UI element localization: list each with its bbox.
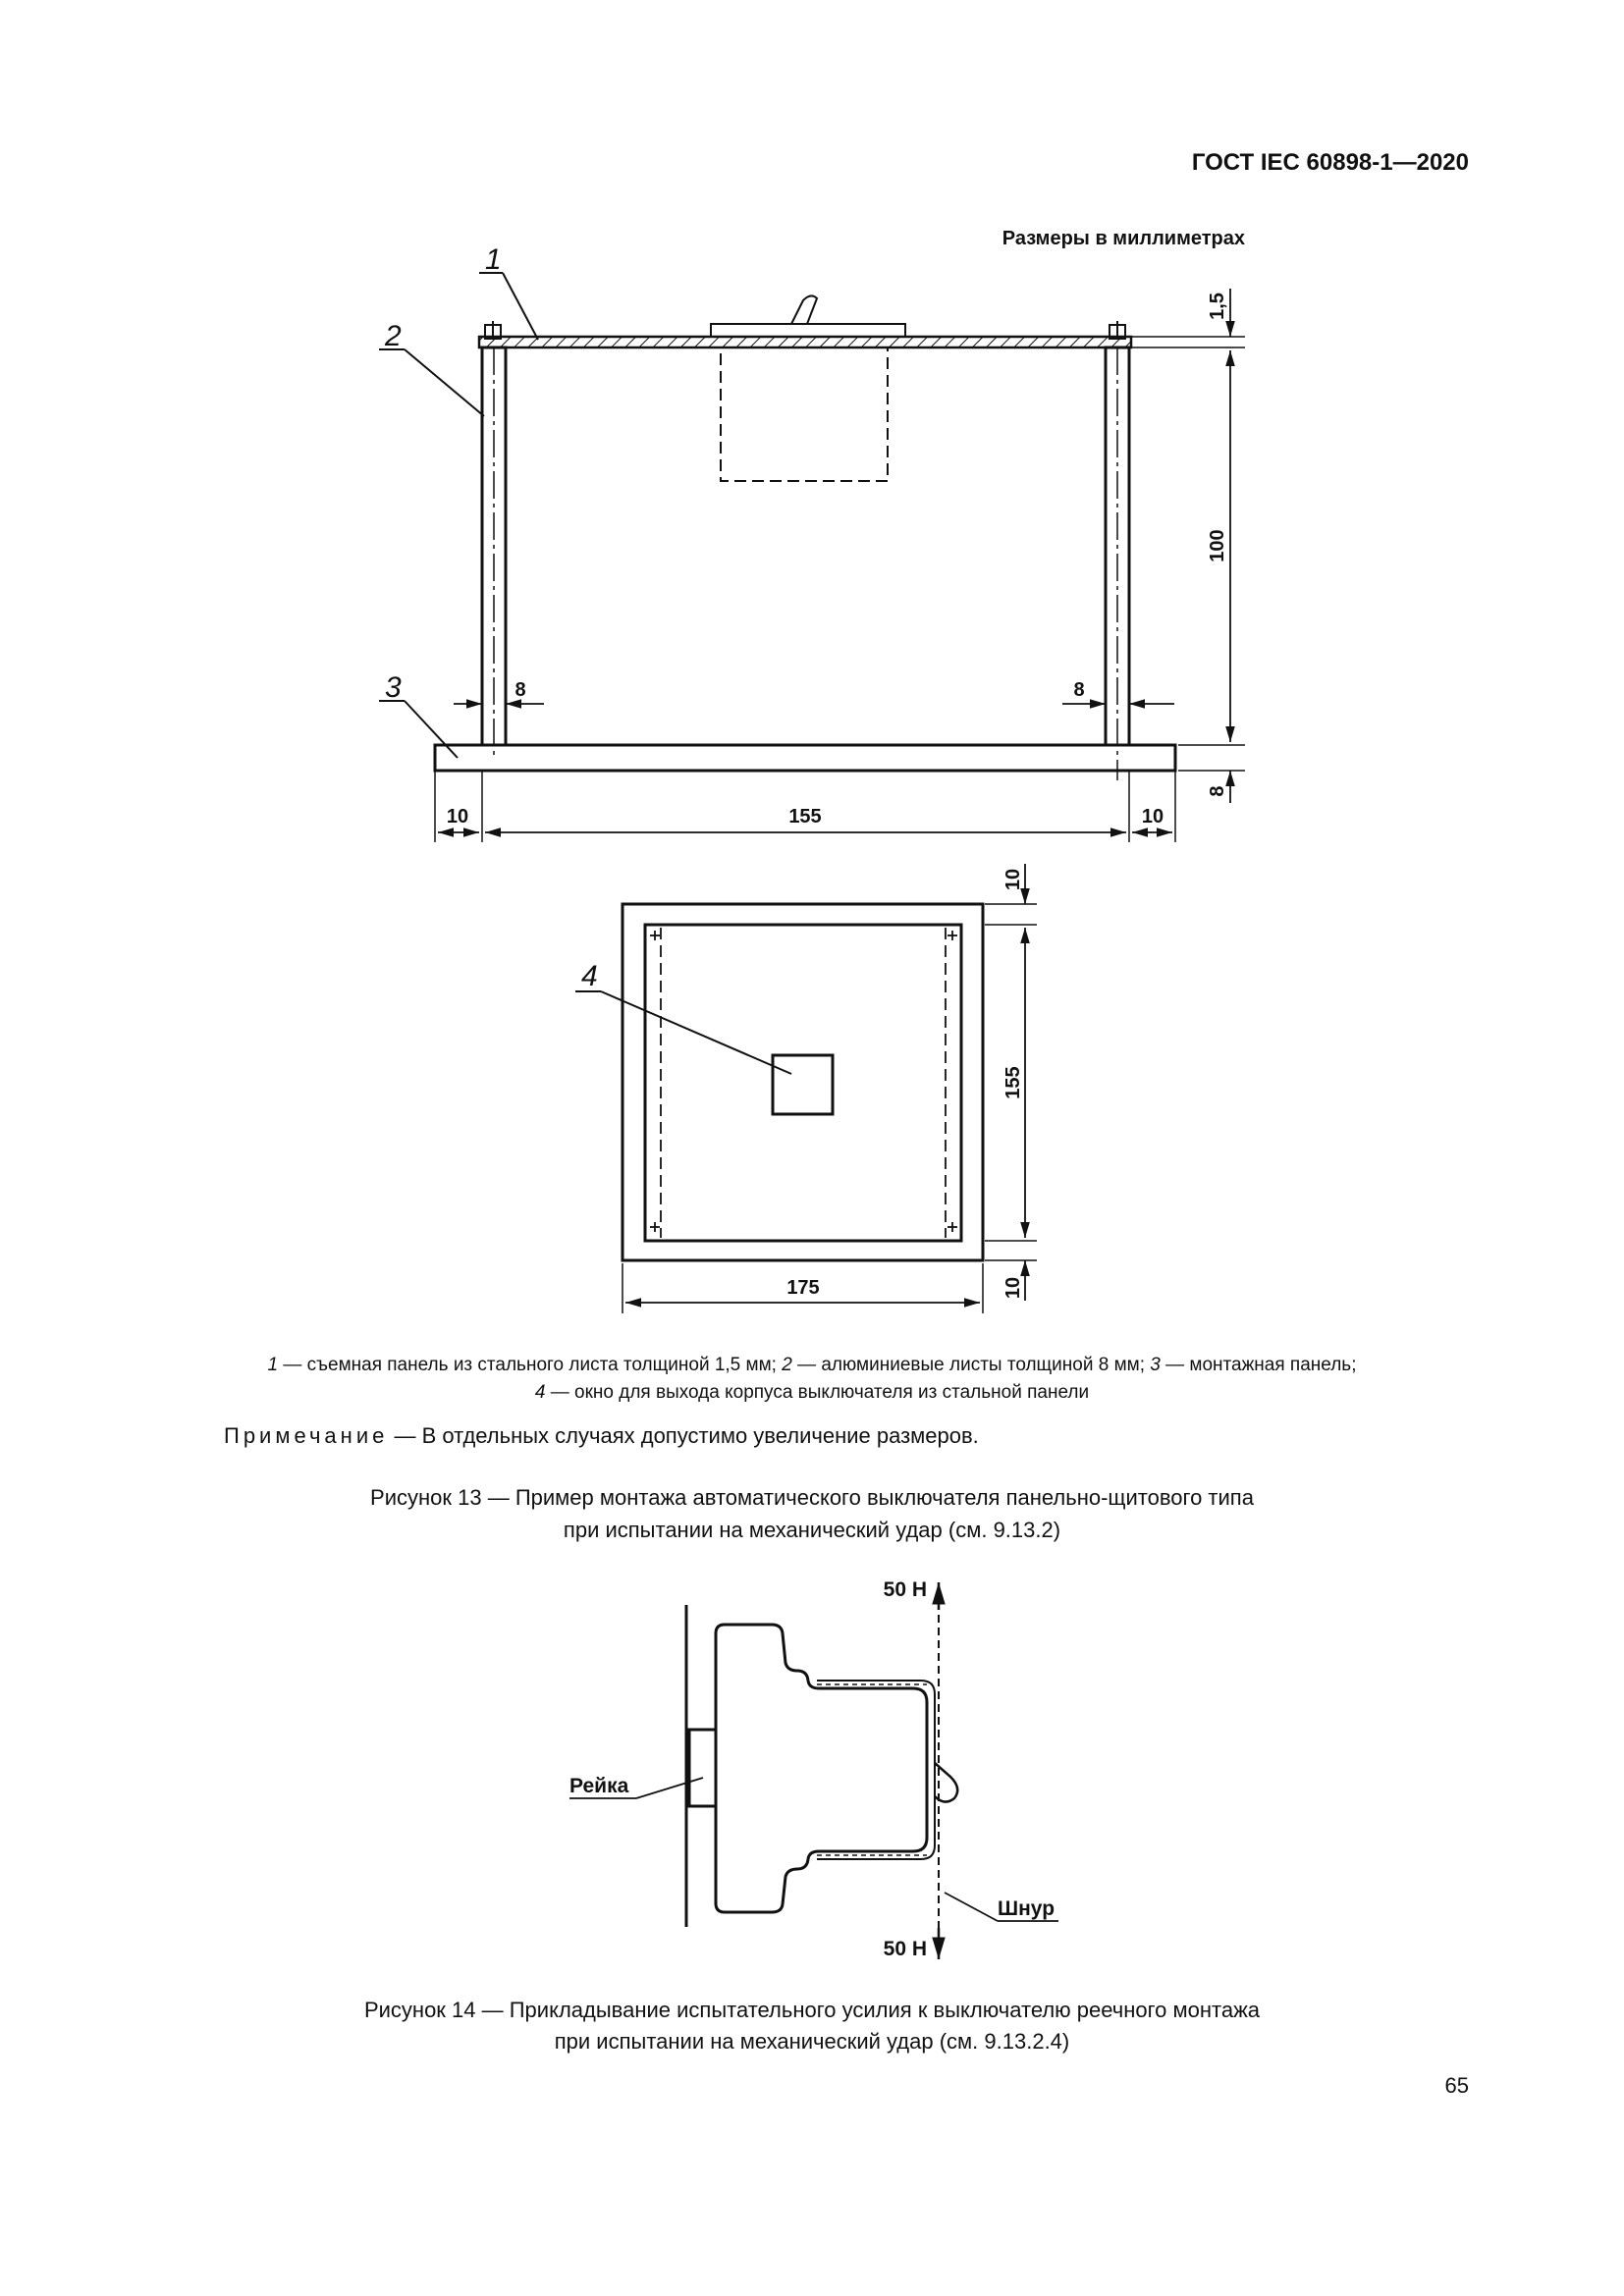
top-steel-plate [479,337,1131,347]
figure-13-legend-line-1 [118,1352,1506,1379]
leader-3 [405,701,458,758]
note-text: — В отдельных случаях допустимо увеличение размеров. [388,1423,979,1448]
dim-height: 100 [1207,529,1228,562]
dim-base: 8 [1207,785,1228,797]
base-mounting-panel [435,745,1175,771]
breaker-lever [791,295,817,324]
leader-2 [405,349,484,416]
din-rail [689,1730,716,1806]
breaker-cover-edge [817,1681,935,1859]
note-label: Примечание [224,1423,389,1448]
leader-1 [503,273,538,340]
cord-leader [945,1893,998,1921]
figure-13-caption-line-2: при испытании на механический удар (см. 9.13.2) [563,1518,1061,1542]
label-3: 3 [385,671,402,704]
breaker-profile [716,1625,927,1912]
dim-top-plate: 1,5 [1207,293,1228,320]
figure-13-caption-line-1: Рисунок 13 — Пример монтажа автоматического выключателя панельно-щитового типа [370,1485,1254,1510]
figure-14-caption-line-2: при испытании на механический удар (см. 9.13.2.4) [554,2029,1070,2054]
legend-num-3: 3 [1150,1355,1161,1375]
figure-13-legend-line-2 [118,1379,1506,1407]
figure-14-caption-line-1: Рисунок 14 — Прикладывание испытательного усилия к выключателю реечного монтажа [363,1998,1261,2022]
document-header: ГОСТ IEC 60898-1—2020 [1191,149,1469,176]
breaker-cover [711,324,905,337]
legend-num-2: 2 [782,1355,792,1375]
force-label-top: 50 Н [883,1578,927,1601]
rail-leader [636,1778,703,1798]
dim-margin-right: 10 [1141,806,1164,828]
dim-plan-bottom: 10 [1002,1276,1024,1300]
plan-view [575,864,1037,1313]
legend-text-3: — монтажная панель; [1160,1355,1357,1375]
dim-plan-height: 155 [1002,1066,1024,1099]
legend-num-1: 1 [267,1355,279,1375]
label-2: 2 [385,320,402,352]
force-label-bottom: 50 Н [883,1938,927,1960]
dim-margin-left: 10 [446,806,469,828]
label-4: 4 [581,960,598,992]
label-1: 1 [485,243,502,276]
figure-14-drawing [569,1578,1058,1960]
legend-text-4: — окно для выхода корпуса выключателя из стальной панели [545,1382,1090,1403]
dim-wall-right: 8 [1073,679,1085,701]
units-note: Размеры в миллиметрах [1001,228,1245,249]
dim-wall-left: 8 [514,679,526,701]
cord-label: Шнур [998,1897,1056,1920]
legend-text-1: — съемная панель из стального листа толщиной 1,5 мм; [278,1355,783,1375]
dim-span: 155 [788,806,822,828]
elevation-view [379,243,1245,842]
plan-inner-frame [645,925,961,1241]
dim-plan-top: 10 [1002,868,1024,891]
breaker-window [773,1055,833,1114]
figure-13-note [224,1423,979,1449]
legend-num-4: 4 [534,1382,546,1403]
dim-plan-width: 175 [786,1277,820,1299]
page-number: 65 [1444,2073,1469,2098]
breaker-body-hidden [721,347,888,481]
legend-text-2: — алюминиевые листы толщиной 8 мм; [791,1355,1151,1375]
plan-outer-frame [623,904,983,1260]
leader-4 [601,991,791,1074]
rail-label: Рейка [569,1775,629,1797]
